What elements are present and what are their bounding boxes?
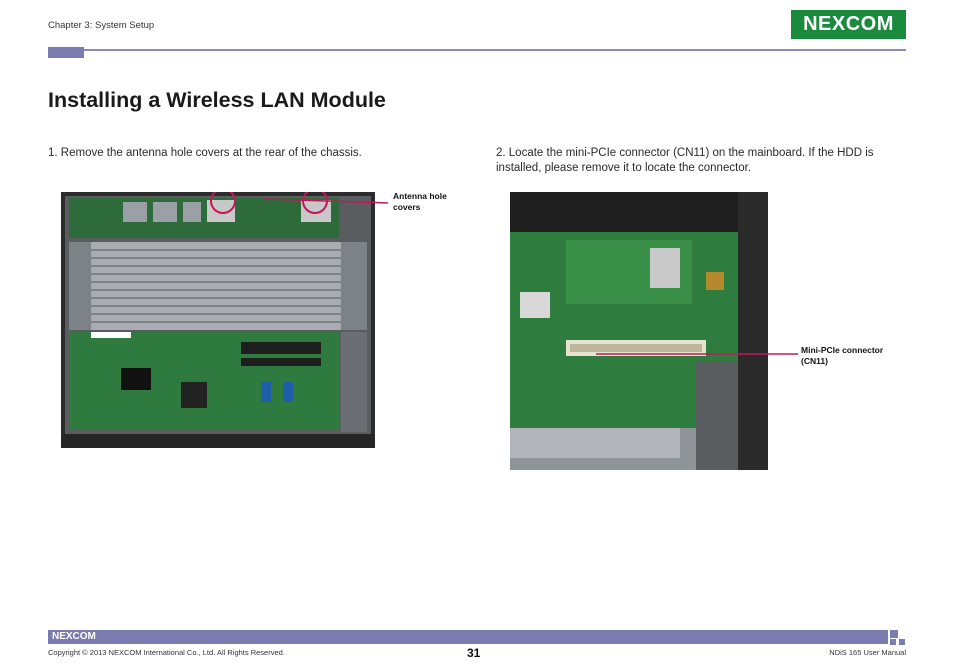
header-accent-block (48, 47, 84, 58)
footer-logo: NEXCOM (52, 631, 96, 642)
chassis-photo (61, 192, 375, 448)
antenna-callout-line (260, 190, 390, 210)
minipcie-callout-label: Mini-PCIe connector (CN11) (801, 345, 884, 366)
footer-square (890, 639, 896, 645)
page-number: 31 (467, 646, 481, 660)
antenna-callout-label: Antenna hole covers (393, 191, 447, 212)
minipcie-callout-line (596, 348, 800, 362)
nexcom-logo: NEXCOM (791, 10, 906, 39)
chapter-label: Chapter 3: System Setup (48, 20, 155, 31)
copyright-text: Copyright © 2013 NEXCOM International Co., Ltd. All Rights Reserved. (48, 648, 285, 657)
footer-square (890, 630, 898, 638)
mainboard-photo (510, 192, 768, 470)
step-1-text: 1. Remove the antenna hole covers at the rear of the chassis. (48, 147, 362, 159)
header-divider (84, 49, 906, 51)
step-2-text: 2. Locate the mini-PCIe connector (CN11) on the mainboard. If the HDD is installed, please remove it to locate the connector. (496, 147, 874, 174)
footer-square (899, 639, 905, 645)
manual-name: NDiS 165 User Manual (829, 648, 906, 657)
footer-bar (48, 630, 888, 644)
page-title: Installing a Wireless LAN Module (48, 88, 386, 112)
